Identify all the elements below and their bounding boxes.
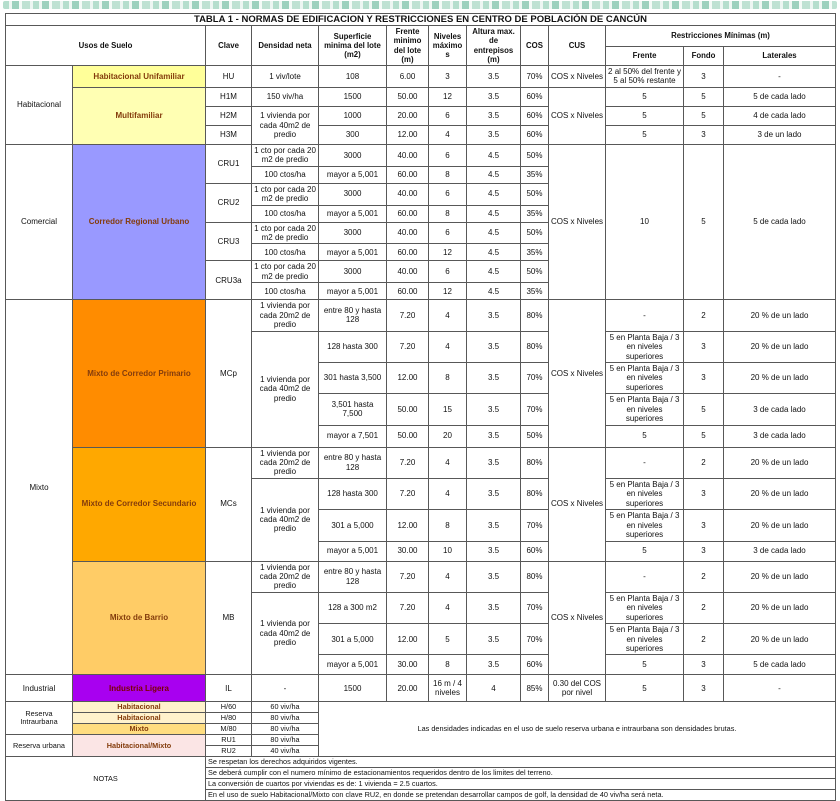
table-cell: - [606,300,684,331]
table-cell: 12.00 [387,624,429,655]
table-cell: 70% [521,362,549,393]
table-cell: 40.00 [387,183,429,205]
table-cell: 70% [521,624,549,655]
group-comercial: Comercial [6,144,73,300]
table-cell: 1 vivienda por cada 40m2 de predio [252,331,319,447]
table-cell: mayor a 5,001 [319,655,387,675]
uso-corredor-regional-urbano: Corredor Regional Urbano [73,144,206,300]
table-cell: entre 80 y hasta 128 [319,561,387,592]
table-cell: mayor a 7,501 [319,425,387,447]
table-cell: 20 [429,425,467,447]
table-cell: 7.20 [387,561,429,592]
table-cell: CRU3a [206,261,252,300]
table-cell: 1 vivienda por cada 20m2 de predio [252,300,319,331]
table-cell: 1 vivienda por cada 40m2 de predio [252,106,319,144]
table-cell: 3.5 [467,331,521,362]
table-cell: 6 [429,222,467,244]
table-cell: H1M [206,87,252,106]
table-cell: 50% [521,144,549,166]
table-cell: mayor a 5,001 [319,244,387,261]
table-cell: 5 en Planta Baja / 3 en niveles superiores [606,478,684,509]
table-cell: 4.5 [467,166,521,183]
table-cell: 3 [684,675,724,702]
uso-multifamiliar: Multifamiliar [73,87,206,144]
table-cell: 50% [521,183,549,205]
group-mixto: Mixto [6,300,73,675]
table-cell: 1 cto por cada 20 m2 de predio [252,144,319,166]
table-cell: 4.5 [467,144,521,166]
table-cell: 40.00 [387,222,429,244]
table-cell: 3 [684,655,724,675]
table-cell: mayor a 5,001 [319,283,387,300]
table-cell: CRU2 [206,183,252,222]
table-cell: 8 [429,362,467,393]
table-cell: 5 [606,675,684,702]
table-cell: 3.5 [467,300,521,331]
table-cell: 6.00 [387,65,429,87]
table-cell: 20 % de un lado [724,561,836,592]
table-cell: 20 % de un lado [724,362,836,393]
table-cell: 3.5 [467,106,521,125]
group-industrial: Industrial [6,675,73,702]
table-cell: 5 [606,106,684,125]
table-cell: 3.5 [467,394,521,425]
table-cell: 5 [684,106,724,125]
table-cell: mayor a 5,001 [319,205,387,222]
table-cell: 30.00 [387,655,429,675]
table-cell: 108 [319,65,387,87]
uso-industria-ligera: Industria Ligera [73,675,206,702]
table-cell: 5 en Planta Baja / 3 en niveles superiores [606,624,684,655]
table-cell: 3 [684,478,724,509]
top-decorative-strip [3,1,837,9]
table-cell: 60.00 [387,166,429,183]
table-cell: 100 ctos/ha [252,205,319,222]
table-cell: 3.5 [467,447,521,478]
table-cell: 30.00 [387,541,429,561]
table-cell: 5 en Planta Baja / 3 en niveles superiores [606,331,684,362]
table-cell: 1 cto por cada 20 m2 de predio [252,183,319,205]
uso-habitacional-unifamiliar: Habitacional Unifamiliar [73,65,206,87]
table-cell: 100 ctos/ha [252,283,319,300]
table-cell: 150 viv/ha [252,87,319,106]
table-cell: 4.5 [467,205,521,222]
table-cell: 2 [684,300,724,331]
table-cell: 70% [521,592,549,623]
table-cell: 12.00 [387,362,429,393]
table-cell: mayor a 5,001 [319,166,387,183]
table-cell: 1 vivienda por cada 20m2 de predio [252,447,319,478]
table-cell: 1 vivienda por cada 40m2 de predio [252,592,319,675]
table-cell: 4 [467,675,521,702]
table-cell: 128 hasta 300 [319,331,387,362]
table-cell: - [252,675,319,702]
table-cell: 20 % de un lado [724,478,836,509]
table-cell: 3.5 [467,510,521,541]
table-cell: 3.5 [467,478,521,509]
reserva-densidades-note: Las densidades indicadas en el uso de suelo reserva urbana e intraurbana son densidades brutas. [319,702,836,757]
table-cell: 35% [521,205,549,222]
table-cell: 301 a 5,000 [319,510,387,541]
table-cell: 4.5 [467,261,521,283]
table-cell: 100 ctos/ha [252,244,319,261]
table-cell: 3 de cada lado [724,425,836,447]
table-cell: 20 % de un lado [724,300,836,331]
group-reserva-urbana: Reserva urbana [6,735,73,757]
table-cell: 50.00 [387,425,429,447]
table-cell: 1 vivienda por cada 20m2 de predio [252,561,319,592]
table-cell: H3M [206,125,252,144]
table-cell: 1500 [319,87,387,106]
table-cell: 4.5 [467,244,521,261]
table-cell: - [724,65,836,87]
table-cell: 4 [429,478,467,509]
table-cell: 3 de un lado [724,125,836,144]
table-cell: 4 [429,331,467,362]
col-header-frente-minimo: Frente minimo del lote (m) [387,26,429,66]
table-cell: 50% [521,222,549,244]
table-cell: 5 [684,144,724,300]
table-cell: 60% [521,87,549,106]
table-cell: 5 en Planta Baja / 3 en niveles superiores [606,510,684,541]
table-cell: 35% [521,283,549,300]
table-cell: 5 [606,125,684,144]
table-cell: 12 [429,87,467,106]
table-cell: 5 [606,425,684,447]
table-cell: - [606,561,684,592]
table-cell: 50.00 [387,394,429,425]
uso-reserva-habitacional: Habitacional [73,702,206,713]
table-cell: IL [206,675,252,702]
table-cell: 60% [521,655,549,675]
table-cell: 6 [429,183,467,205]
table-cell: 7.20 [387,447,429,478]
table-cell: 12.00 [387,125,429,144]
col-header-restriccion-frente: Frente [606,46,684,65]
uso-habitacional-mixto: Habitacional/Mixto [73,735,206,757]
table-cell: 3000 [319,261,387,283]
table-cell: 80 viv/ha [252,735,319,746]
table-cell: 3000 [319,222,387,244]
nota-1: Se respetan los derechos adquiridos vigentes. [206,757,836,768]
table-cell: 80 viv/ha [252,724,319,735]
table-cell: 60% [521,125,549,144]
table-cell: 40 viv/ha [252,746,319,757]
table-cell: HU [206,65,252,87]
table-cell: 12.00 [387,510,429,541]
table-cell: COS x Niveles [549,561,606,675]
table-cell: 60.00 [387,205,429,222]
table-cell: 80% [521,447,549,478]
table-cell: 3 de cada lado [724,541,836,561]
table-cell: 70% [521,394,549,425]
table-cell: COS x Niveles [549,65,606,87]
table-cell: 20 % de un lado [724,624,836,655]
table-cell: 8 [429,166,467,183]
group-habitacional: Habitacional [6,65,73,144]
table-cell: 5 de cada lado [724,87,836,106]
table-cell: 3 [429,65,467,87]
table-cell: 7.20 [387,592,429,623]
uso-mixto-corredor-secundario: Mixto de Corredor Secundario [73,447,206,561]
table-cell: 3.5 [467,425,521,447]
table-cell: 5 en Planta Baja / 3 en niveles superiores [606,362,684,393]
col-header-usos-de-suelo: Usos de Suelo [6,26,206,66]
col-header-restriccion-fondo: Fondo [684,46,724,65]
nota-2: Se deberá cumplir con el numero mínimo de estacionamientos requeridos dentro de los limites del terreno. [206,768,836,779]
table-cell: 4 [429,300,467,331]
table-cell: 20.00 [387,675,429,702]
table-cell: 4.5 [467,222,521,244]
table-cell: 2 [684,624,724,655]
col-header-altura-max: Altura max. de entrepisos (m) [467,26,521,66]
table-cell: 5 [684,394,724,425]
table-cell: CRU3 [206,222,252,261]
table-cell: 3.5 [467,65,521,87]
table-cell: 1500 [319,675,387,702]
table-cell: 7.20 [387,331,429,362]
table-cell: H2M [206,106,252,125]
table-cell: 6 [429,144,467,166]
table-cell: 80 viv/ha [252,713,319,724]
table-cell: 70% [521,510,549,541]
table-cell: 60.00 [387,244,429,261]
table-cell: 100 ctos/ha [252,166,319,183]
normas-table [5,13,836,801]
uso-reserva-habitacional: Habitacional [73,713,206,724]
table-cell: 3 [684,125,724,144]
col-header-restricciones-minimas: Restricciones Mínimas (m) [606,26,836,46]
uso-reserva-mixto: Mixto [73,724,206,735]
table-cell: MCp [206,300,252,447]
table-cell: 3 [684,510,724,541]
uso-mixto-corredor-primario: Mixto de Corredor Primario [73,300,206,447]
table-cell: H/60 [206,702,252,713]
table-cell: 5 [684,87,724,106]
table-cell: 128 a 300 m2 [319,592,387,623]
table-cell: 80% [521,331,549,362]
table-cell: 20.00 [387,106,429,125]
table-cell: 80% [521,478,549,509]
table-cell: 3 [684,541,724,561]
table-cell: 128 hasta 300 [319,478,387,509]
table-cell: 8 [429,655,467,675]
table-cell: 3.5 [467,541,521,561]
table-cell: MB [206,561,252,675]
group-reserva-intraurbana: Reserva Intraurbana [6,702,73,735]
table-cell: 40.00 [387,261,429,283]
col-header-densidad-neta: Densidad neta [252,26,319,66]
table-cell: 301 a 5,000 [319,624,387,655]
table-cell: 2 [684,592,724,623]
col-header-superficie-minima: Superficie minima del lote (m2) [319,26,387,66]
table-cell: COS x Niveles [549,144,606,300]
table-cell: 60 viv/ha [252,702,319,713]
table-cell: 8 [429,205,467,222]
table-cell: 3 [684,362,724,393]
table-cell: 50.00 [387,87,429,106]
table-cell: 3.5 [467,655,521,675]
table-cell: entre 80 y hasta 128 [319,447,387,478]
table-cell: 3000 [319,144,387,166]
table-cell: 4 [429,125,467,144]
table-cell: 3 de cada lado [724,394,836,425]
table-cell: 50% [521,425,549,447]
table-cell: 80% [521,300,549,331]
table-cell: 4 de cada lado [724,106,836,125]
table-cell: COS x Niveles [549,300,606,447]
table-cell: 5 en Planta Baja / 3 en niveles superiores [606,394,684,425]
table-cell: 85% [521,675,549,702]
table-cell: 2 [684,561,724,592]
table-cell: 12 [429,244,467,261]
col-header-niveles-maximos: Niveles máximos [429,26,467,66]
table-cell: 6 [429,106,467,125]
notas-label: NOTAS [6,757,206,801]
table-cell: 1 cto por cada 20 m2 de predio [252,261,319,283]
table-cell: 4 [429,592,467,623]
nota-3: La conversión de cuartos por viviendas es de: 1 vivienda = 2.5 cuartos. [206,779,836,790]
table-cell: 5 [606,541,684,561]
table-cell: CRU1 [206,144,252,183]
table-cell: 3 [684,65,724,87]
table-cell: - [606,447,684,478]
table-cell: 1 viv/lote [252,65,319,87]
table-cell: 5 [684,425,724,447]
table-cell: 50% [521,261,549,283]
table-cell: 10 [429,541,467,561]
table-cell: 2 [684,447,724,478]
table-cell: MCs [206,447,252,561]
table-cell: 3,501 hasta 7,500 [319,394,387,425]
table-cell: 80% [521,561,549,592]
table-cell: 3.5 [467,125,521,144]
table-cell: 6 [429,261,467,283]
table-cell: 1000 [319,106,387,125]
table-cell: 300 [319,125,387,144]
table-cell: 5 [606,655,684,675]
table-cell: 70% [521,65,549,87]
table-cell: RU2 [206,746,252,757]
table-cell: 4 [429,561,467,592]
table-cell: COS x Niveles [549,447,606,561]
table-cell: 1 vivienda por cada 40m2 de predio [252,478,319,561]
table-cell: 5 de cada lado [724,144,836,300]
table-cell: 60% [521,541,549,561]
table-cell: 3.5 [467,362,521,393]
col-header-clave: Clave [206,26,252,66]
table-cell: 4.5 [467,283,521,300]
table-cell: 2 al 50% del frente y 5 al 50% restante [606,65,684,87]
table-cell: 16 m / 4 niveles [429,675,467,702]
table-cell: 35% [521,166,549,183]
table-cell: H/80 [206,713,252,724]
col-header-restriccion-laterales: Laterales [724,46,836,65]
table-cell: 20 % de un lado [724,510,836,541]
uso-mixto-de-barrio: Mixto de Barrio [73,561,206,675]
table-cell: 12 [429,283,467,300]
table-title: TABLA 1 - NORMAS DE EDIFICACION Y RESTRICCIONES EN CENTRO DE POBLACIÓN DE CANCÚN [6,14,836,26]
table-cell: 3.5 [467,87,521,106]
table-cell: 5 [606,87,684,106]
table-cell: 15 [429,394,467,425]
table-cell: COS x Niveles [549,87,606,144]
table-cell: 40.00 [387,144,429,166]
table-cell: 3 [684,331,724,362]
table-cell: 7.20 [387,478,429,509]
table-cell: 10 [606,144,684,300]
table-cell: M/80 [206,724,252,735]
table-cell: 5 en Planta Baja / 3 en niveles superiores [606,592,684,623]
table-cell: mayor a 5,001 [319,541,387,561]
table-cell: 7.20 [387,300,429,331]
nota-4: En el uso de suelo Habitacional/Mixto con clave RU2, en donde se pretendan desarrollar campos de golf, la densidad de 40 viv/ha será neta. [206,790,836,801]
table-cell: 3000 [319,183,387,205]
table-cell: 5 de cada lado [724,655,836,675]
table-cell: - [724,675,836,702]
table-cell: 20 % de un lado [724,592,836,623]
table-cell: 5 [429,624,467,655]
table-cell: 4 [429,447,467,478]
table-cell: 20 % de un lado [724,447,836,478]
table-cell: entre 80 y hasta 128 [319,300,387,331]
col-header-cos: COS [521,26,549,66]
table-cell: 1 cto por cada 20 m2 de predio [252,222,319,244]
table-cell: 3.5 [467,561,521,592]
table-cell: 8 [429,510,467,541]
table-cell: 20 % de un lado [724,331,836,362]
table-cell: 3.5 [467,624,521,655]
table-cell: 35% [521,244,549,261]
table-cell: RU1 [206,735,252,746]
table-cell: 4.5 [467,183,521,205]
table-cell: 0.30 del COS por nivel [549,675,606,702]
table-cell: 60.00 [387,283,429,300]
table-cell: 301 hasta 3,500 [319,362,387,393]
table-cell: 60% [521,106,549,125]
table-cell: 3.5 [467,592,521,623]
normas-table-body [6,14,836,801]
col-header-cus: CUS [549,26,606,66]
